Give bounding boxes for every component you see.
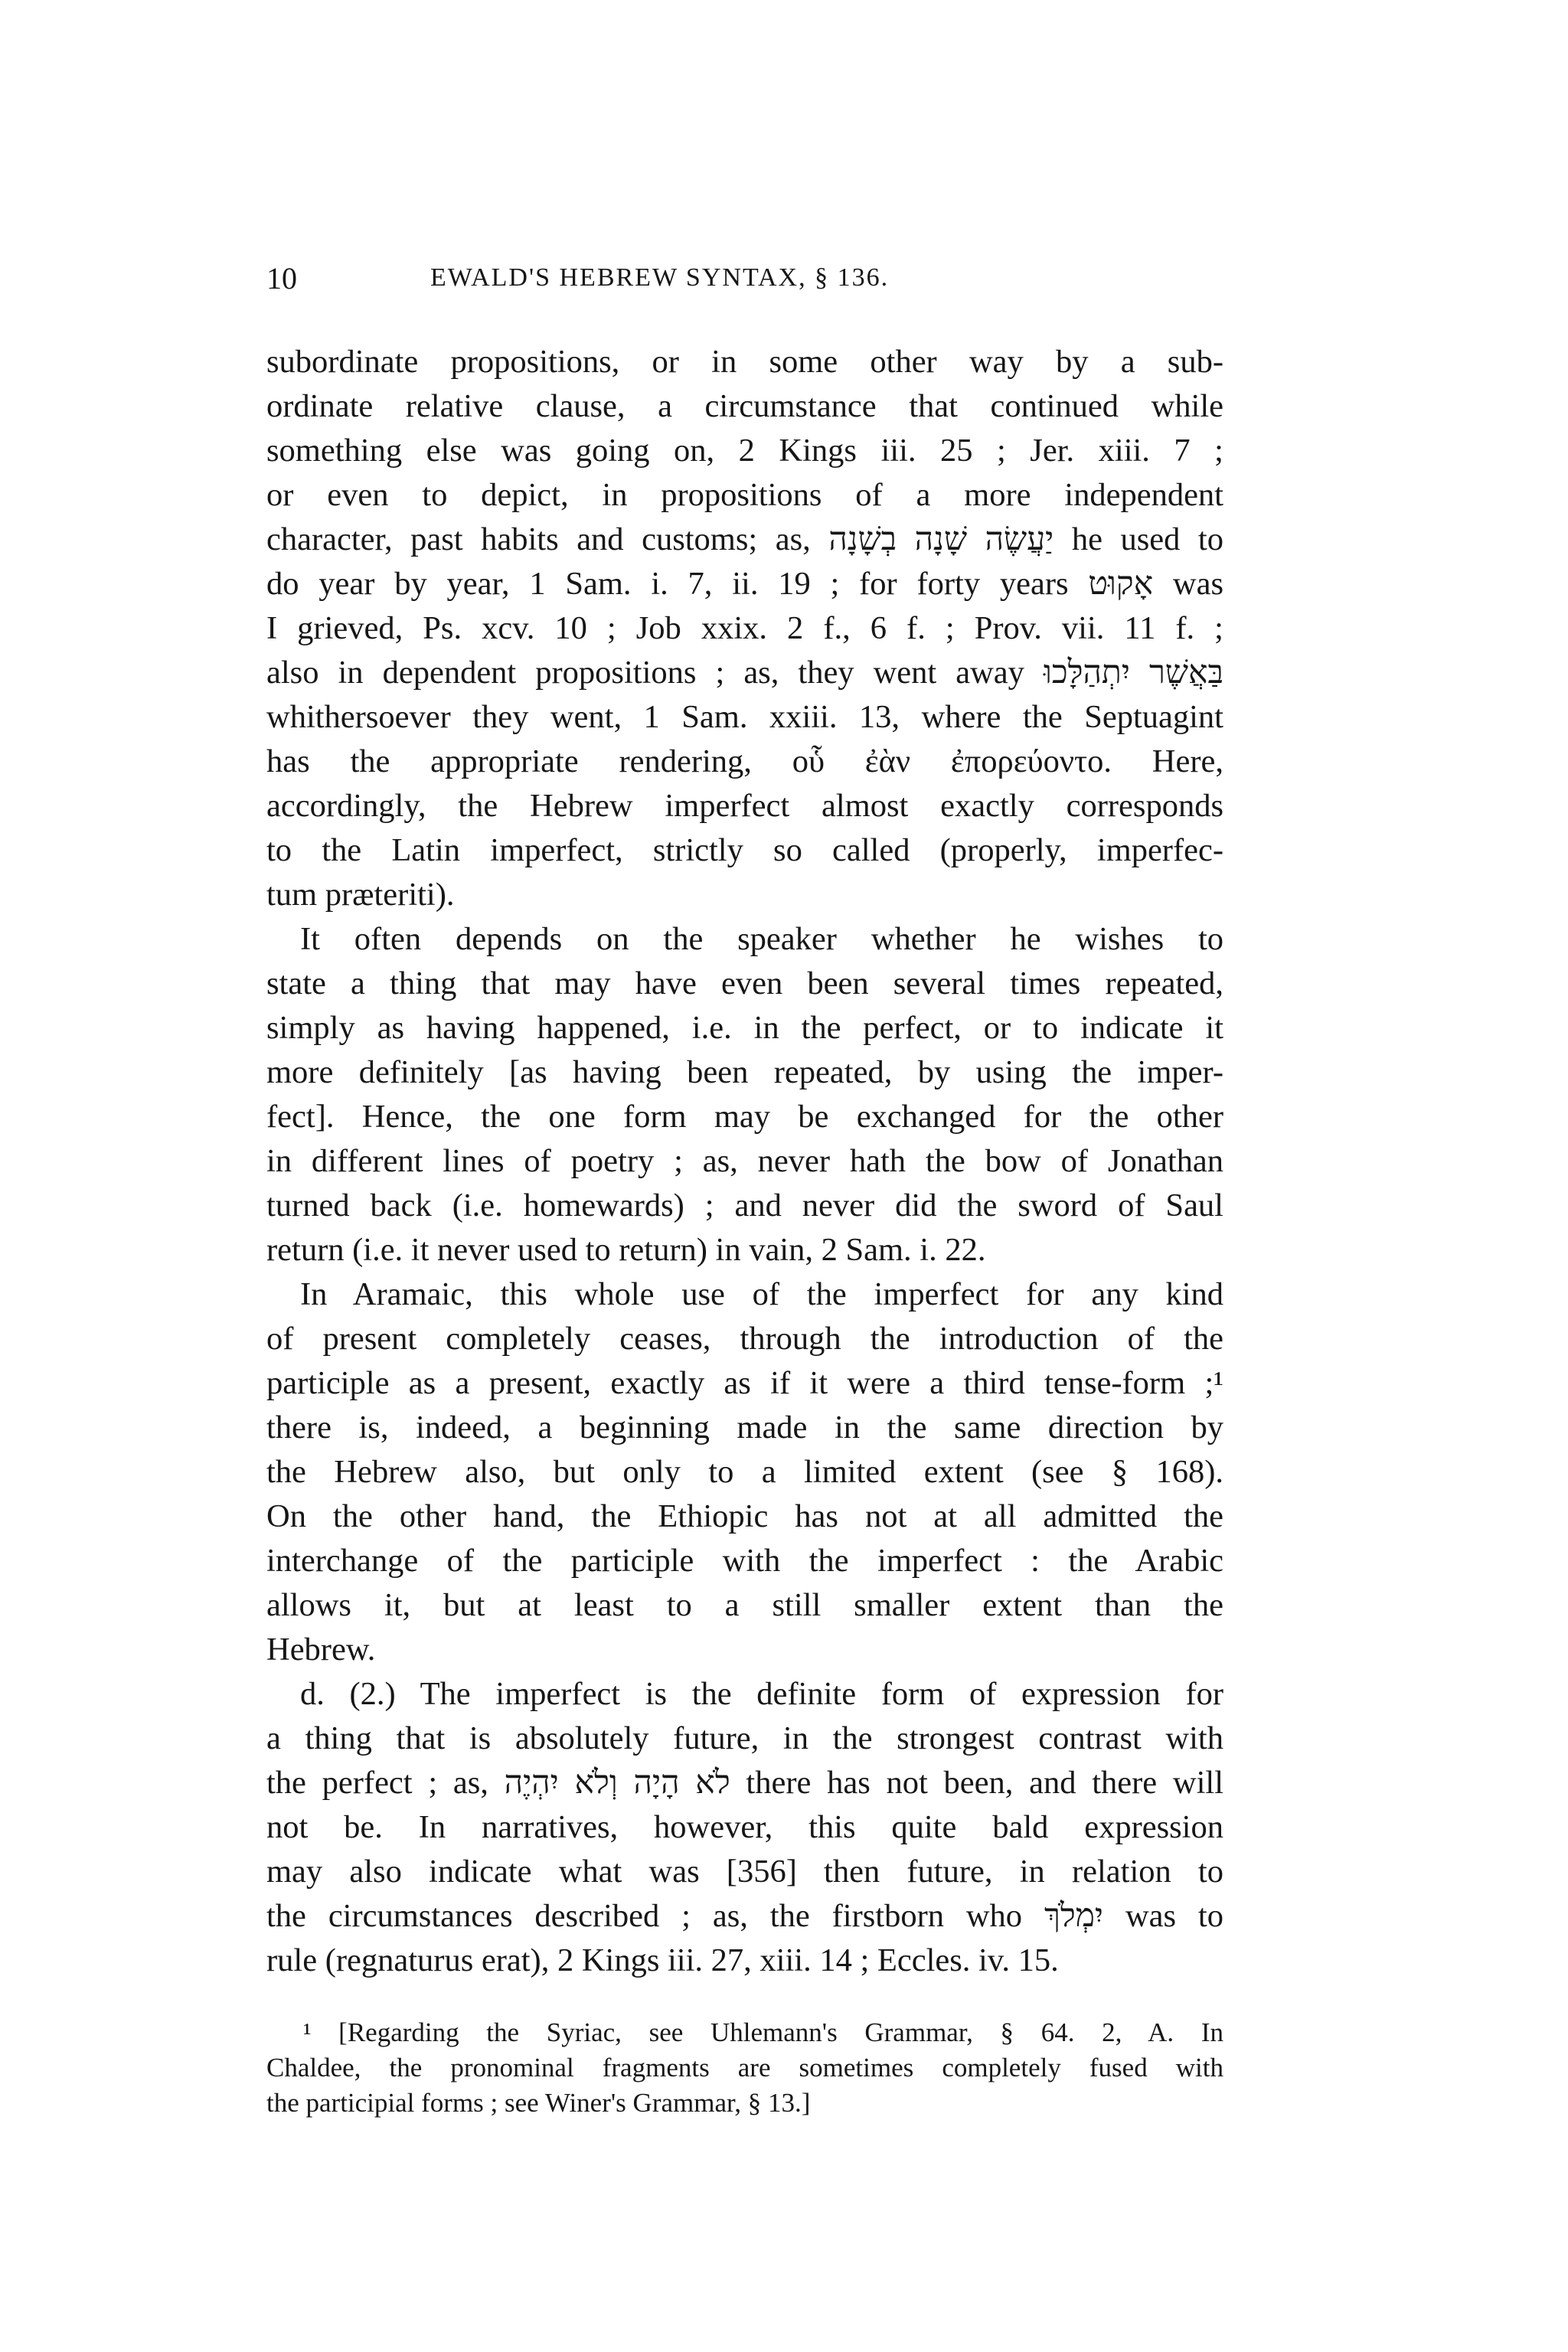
text-line: in different lines of poetry ; as, never hath the bow of Jonathan	[266, 1143, 1223, 1179]
footnote-line: ¹ [Regarding the Syriac, see Uhlemann's Grammar, § 64. 2, A. In	[303, 2017, 1223, 2047]
footnote-line: Chaldee, the pronominal fragments are sometimes completely fused with	[266, 2053, 1223, 2082]
body-text	[266, 340, 1223, 1983]
text-line: interchange of the participle with the imperfect : the Arabic	[266, 1543, 1223, 1579]
text-line: return (i.e. it never used to return) in vain, 2 Sam. i. 22.	[266, 1232, 986, 1268]
text-line: something else was going on, 2 Kings iii. 25 ; Jer. xiii. 7 ;	[266, 433, 1223, 469]
text-line: turned back (i.e. homewards) ; and never did the sword of Saul	[266, 1187, 1223, 1223]
text-line: character, past habits and customs; as, יַעֲשֶׂה שָׁנָה בְשָׁנָה he used to	[266, 521, 1223, 557]
text-line: may also indicate what was [356] then future, in relation to	[266, 1854, 1223, 1890]
text-line: of present completely ceases, through the introduction of the	[266, 1321, 1223, 1357]
text-line: more definitely [as having been repeated, by using the imper-	[266, 1054, 1223, 1090]
text-line: It often depends on the speaker whether he wishes to	[300, 921, 1223, 957]
text-line: subordinate propositions, or in some other way by a sub-	[266, 344, 1223, 380]
text-line: rule (regnaturus erat), 2 Kings iii. 27, xiii. 14 ; Eccles. iv. 15.	[266, 1942, 1059, 1978]
page-number: 10	[266, 261, 297, 296]
text-line: there is, indeed, a beginning made in the same direction by	[266, 1410, 1223, 1446]
running-title: EWALD'S HEBREW SYNTAX, § 136.	[430, 263, 890, 292]
text-line: participle as a present, exactly as if it were a third tense-form ;¹	[266, 1365, 1223, 1401]
text-line: or even to depict, in propositions of a more independent	[266, 477, 1223, 513]
footnote-line: the participial forms ; see Winer's Grammar, § 13.]	[266, 2088, 811, 2118]
text-line: fect]. Hence, the one form may be exchanged for the other	[266, 1099, 1223, 1135]
text-line: allows it, but at least to a still smaller extent than the	[266, 1587, 1223, 1623]
text-line: In Aramaic, this whole use of the imperfect for any kind	[300, 1276, 1223, 1312]
text-line: do year by year, 1 Sam. i. 7, ii. 19 ; for forty years אָקוּט was	[266, 566, 1223, 602]
text-line: the perfect ; as, לֹא הָיָה וְלֹא יִהְיֶה there has not been, and there will	[266, 1765, 1223, 1801]
text-line: On the other hand, the Ethiopic has not at all admitted the	[266, 1498, 1223, 1534]
text-line: a thing that is absolutely future, in the strongest contrast with	[266, 1720, 1223, 1756]
text-line: accordingly, the Hebrew imperfect almost exactly corresponds	[266, 788, 1223, 824]
text-line: whithersoever they went, 1 Sam. xxiii. 13, where the Septuagint	[266, 699, 1223, 735]
footnote	[266, 2015, 1223, 2121]
text-line: tum præteriti).	[266, 877, 455, 913]
text-line: the Hebrew also, but only to a limited extent (see § 168).	[266, 1454, 1223, 1490]
text-line: ordinate relative clause, a circumstance that continued while	[266, 388, 1223, 424]
text-line: state a thing that may have even been several times repeated,	[266, 965, 1223, 1001]
text-line: also in dependent propositions ; as, they went away בַּאֲשֶׁר יִתְהַלָּכוּ	[266, 655, 1223, 691]
text-line: has the appropriate rendering, οὗ ἐὰν ἐπορεύοντο. Here,	[266, 743, 1223, 779]
text-line: Hebrew.	[266, 1632, 376, 1668]
page-header	[266, 260, 1223, 300]
text-line: not be. In narratives, however, this quite bald expression	[266, 1809, 1223, 1845]
text-line: simply as having happened, i.e. in the perfect, or to indicate it	[266, 1010, 1223, 1046]
text-line: to the Latin imperfect, strictly so called (properly, imperfec-	[266, 832, 1223, 868]
text-line: d. (2.) The imperfect is the definite form of expression for	[300, 1676, 1223, 1712]
text-line: I grieved, Ps. xcv. 10 ; Job xxix. 2 f., 6 f. ; Prov. vii. 11 f. ;	[266, 610, 1223, 646]
text-line: the circumstances described ; as, the firstborn who יִמְלֹךְ was to	[266, 1898, 1223, 1934]
